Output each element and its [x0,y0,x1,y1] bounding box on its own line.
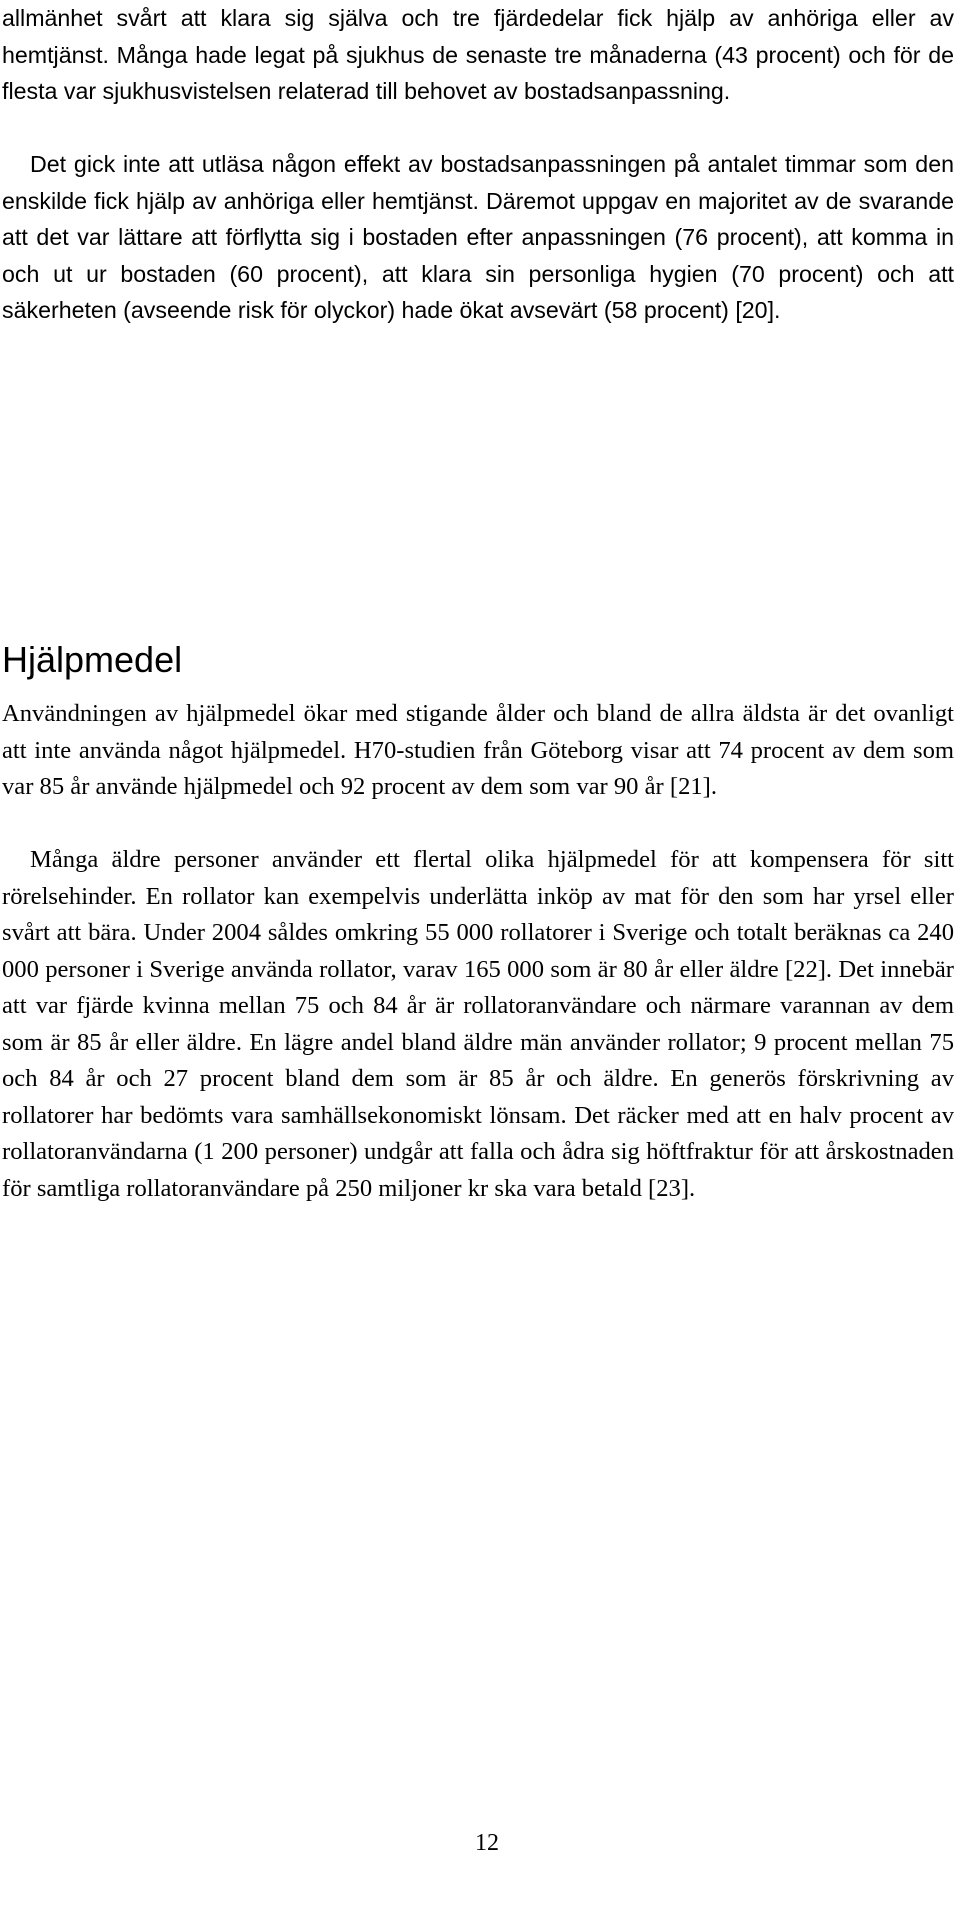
body-paragraph-2: Det gick inte att utläsa någon effekt av bostadsanpassningen på antalet timmar som den enskilde fick hjälp av anhöriga eller hemtjänst. Däremot uppgav en majoritet av de svarande att det var lättare att förflytta sig i bostaden efter anpassningen (76 procent), att komma in och ut ur bostaden (60 procent), att klara sin personliga hygien (70 procent) och att säkerheten (avseende risk för olyckor) hade ökat avsevärt (58 procent) [20]. [2,151,954,323]
body-paragraph-3: Användningen av hjälpmedel ökar med stigande ålder och bland de allra äldsta är det ovanligt att inte använda något hjälpmedel. H70-studien från Göteborg visar att 74 procent av dem som var 85 år använde hjälpmedel och 92 procent av dem som var 90 år [21]. [2,700,954,800]
body-paragraph-1: allmänhet svårt att klara sig själva och tre fjärdedelar fick hjälp av anhöriga eller av hemtjänst. Många hade legat på sjukhus de senaste tre månaderna (43 procent) och för de flesta var sjukhusvistelsen relaterad till behovet av bostadsanpassning. [2,5,954,104]
section-heading: Hjälpmedel [2,639,183,680]
body-paragraph-4: Många äldre personer använder ett flertal olika hjälpmedel för att kompensera för sitt rörelsehinder. En rollator kan exempelvis underlätta inköp av mat för den som har yrsel eller svårt att bära. Under 2004 såldes omkring 55 000 rollatorer i Sverige och totalt beräknas ca 240 000 personer i Sverige använda rollator, varav 165 000 som är 80 år eller äldre [22]. Det innebär att var fjärde kvinna mellan 75 och 84 år är rollatoranvändare och närmare varannan av dem som är 85 år eller äldre. En lägre andel bland äldre män använder rollator; 9 procent mellan 75 och 84 år och 27 procent bland dem som är 85 år och äldre. En generös förskrivning av rollatorer har bedömts vara samhällsekonomiskt lönsam. Det räcker med att en halv procent av rollatoranvändarna (1 200 personer) undgår att falla och ådra sig höftfraktur för att årskostnaden för samtliga rollatoranvändare på 250 miljoner kr ska vara betald [23]. [2,846,954,1202]
page-number: 12 [475,1830,499,1856]
